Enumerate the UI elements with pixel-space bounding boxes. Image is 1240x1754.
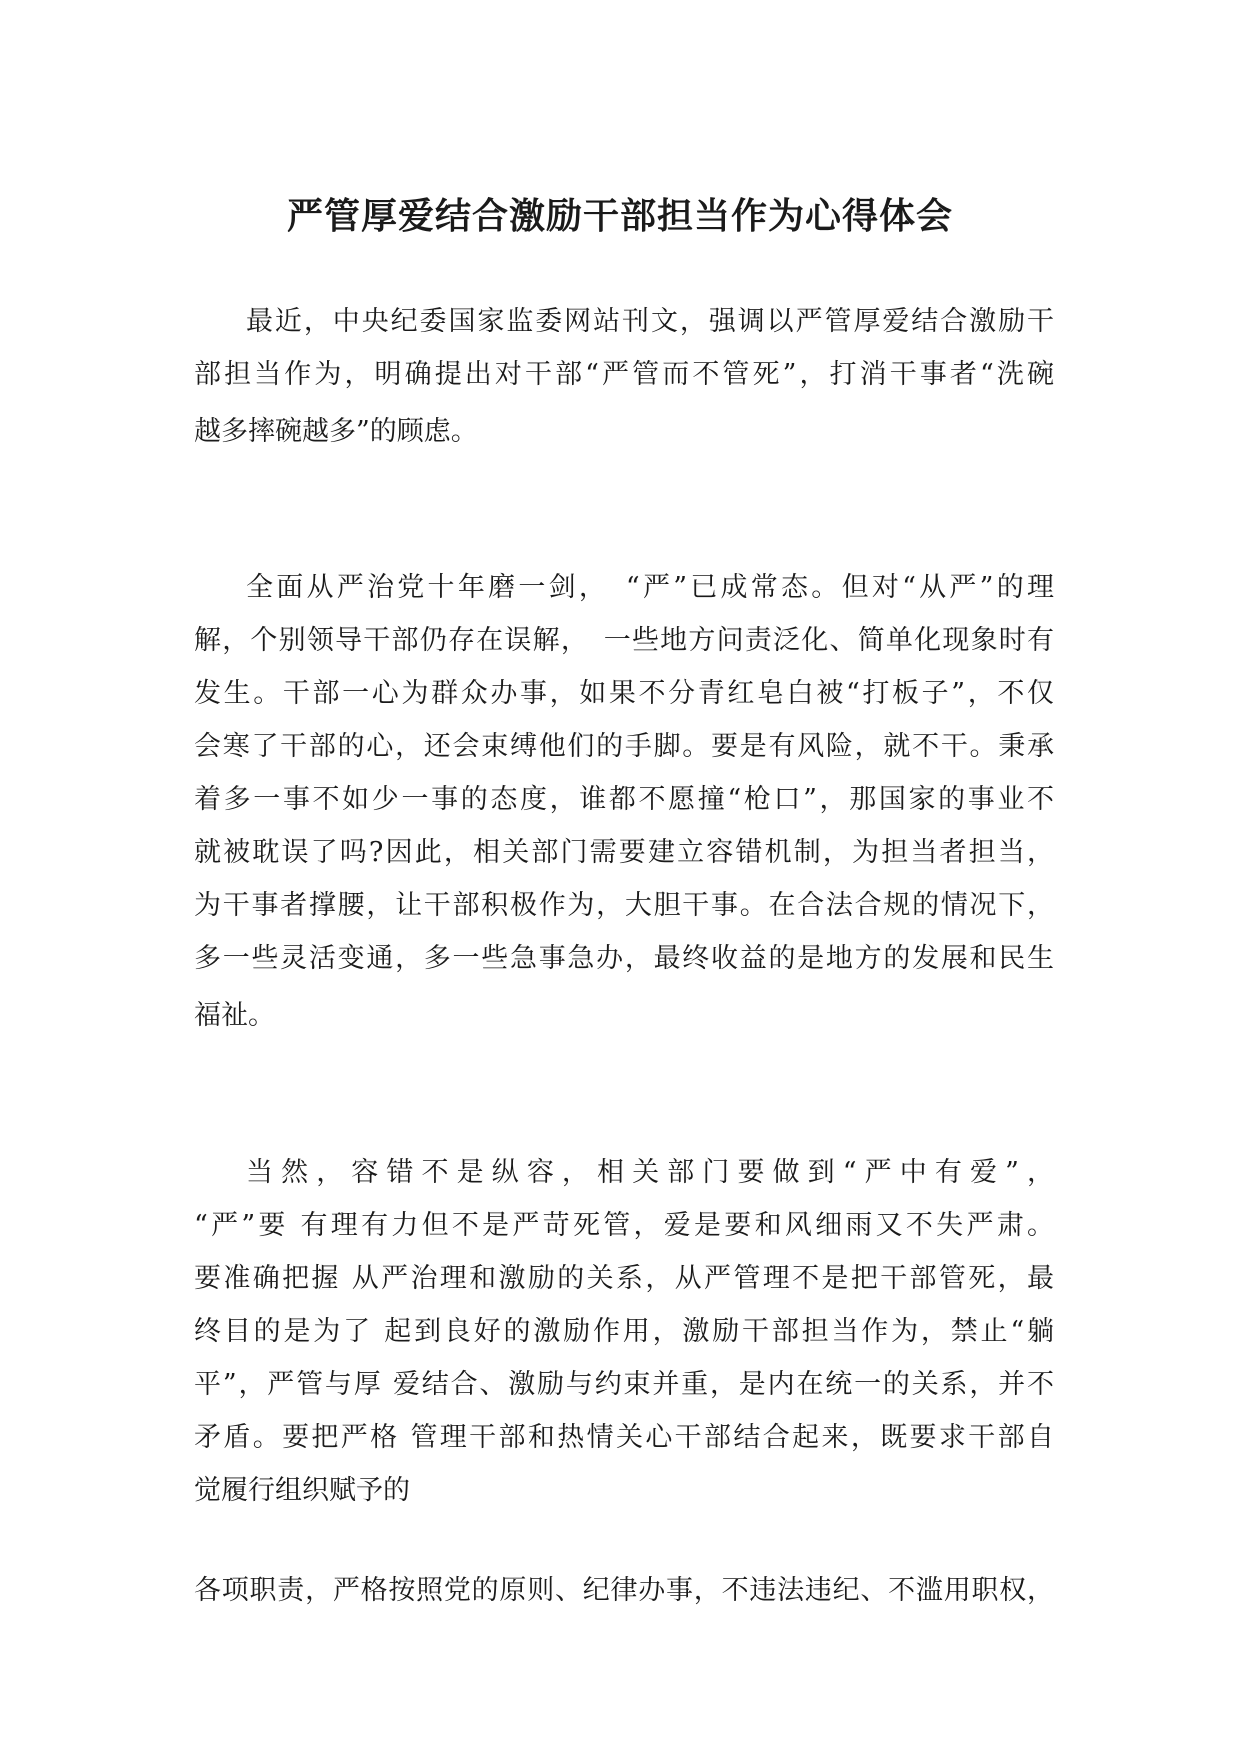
paragraph-3-line-1: 当然，容错不是纵容，相关部门要做到“严中有爱”， xyxy=(246,1157,1054,1188)
paragraph-3-line-4: 终目的是为了 起到良好的激励作用，激励干部担当作为，禁止“躺 xyxy=(194,1316,1054,1347)
document-title: 严管厚爱结合激励干部担当作为心得体会 xyxy=(286,196,953,237)
paragraph-2-line-2: 解，个别领导干部仍存在误解， 一些地方问责泛化、简单化现象时有 xyxy=(194,625,1054,656)
paragraph-1-line-3: 越多摔碗越多”的顾虑。 xyxy=(194,416,478,447)
paragraph-1-line-2: 部担当作为，明确提出对干部“严管而不管死”，打消干事者“洗碗 xyxy=(194,359,1054,390)
paragraph-3-line-2: “严”要 有理有力但不是严苛死管，爱是要和风细雨又不失严肃。 xyxy=(194,1210,1054,1241)
paragraph-2-line-9: 福祉。 xyxy=(194,1000,275,1031)
paragraph-2-line-8: 多一些灵活变通，多一些急事急办，最终收益的是地方的发展和民生 xyxy=(194,943,1054,974)
paragraph-3-line-3: 要准确把握 从严治理和激励的关系，从严管理不是把干部管死，最 xyxy=(194,1263,1054,1294)
paragraph-1-line-1: 最近，中央纪委国家监委网站刊文，强调以严管厚爱结合激励干 xyxy=(246,306,1054,337)
paragraph-3-line-7: 觉履行组织赋予的 xyxy=(194,1475,410,1506)
paragraph-3-line-5: 平”，严管与厚 爱结合、激励与约束并重，是内在统一的关系，并不 xyxy=(194,1369,1054,1400)
paragraph-4-line-1: 各项职责，严格按照党的原则、纪律办事，不违法违纪、不滥用职权， xyxy=(194,1575,1054,1606)
paragraph-2-line-3: 发生。干部一心为群众办事，如果不分青红皂白被“打板子”，不仅 xyxy=(194,678,1054,709)
paragraph-2-line-6: 就被耽误了吗?因此，相关部门需要建立容错机制，为担当者担当， xyxy=(194,837,1054,868)
paragraph-2-line-1: 全面从严治党十年磨一剑， “严”已成常态。但对“从严”的理 xyxy=(246,572,1054,603)
paragraph-3-line-6: 矛盾。要把严格 管理干部和热情关心干部结合起来，既要求干部自 xyxy=(194,1422,1054,1453)
paragraph-2-line-7: 为干事者撑腰，让干部积极作为，大胆干事。在合法合规的情况下， xyxy=(194,890,1054,921)
paragraph-2-line-4: 会寒了干部的心，还会束缚他们的手脚。要是有风险，就不干。秉承 xyxy=(194,731,1054,762)
paragraph-2-line-5: 着多一事不如少一事的态度，谁都不愿撞“枪口”，那国家的事业不 xyxy=(194,784,1054,815)
